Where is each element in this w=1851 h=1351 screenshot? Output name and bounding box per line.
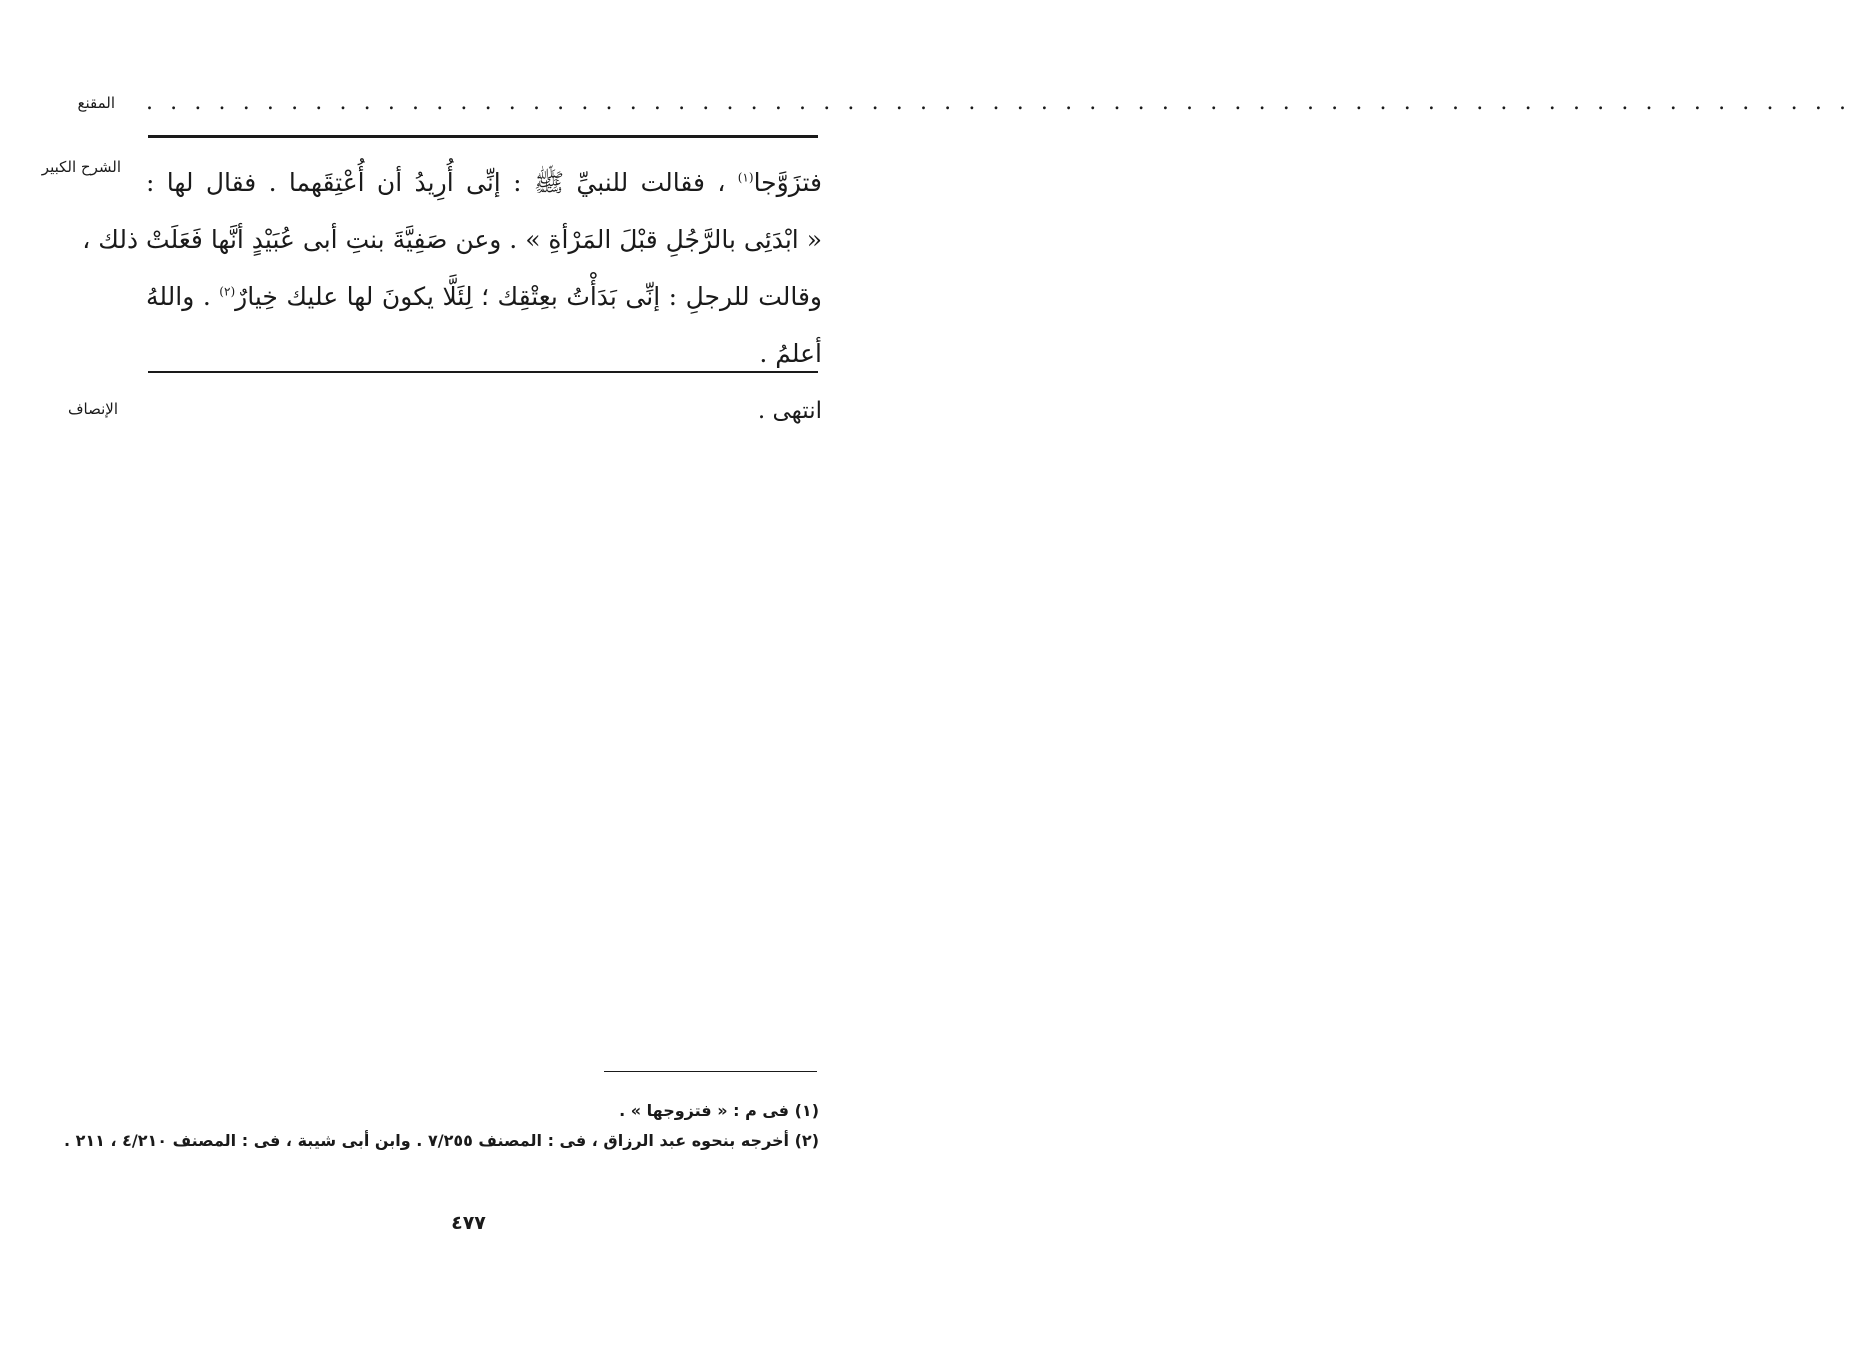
sharh-line-3 (146, 268, 822, 325)
footnote-1: (١) فى م : « فتزوجها » . (619, 1101, 819, 1120)
section-divider-thick (148, 135, 818, 138)
sharh-line-1-part-a: فتزَوَّجا (753, 168, 822, 197)
sharh-line-2: « ابْدَئِى بالرَّجُلِ قبْلَ المَرْأةِ » . وعن صَفِيَّةَ بنتِ أبى عُبَيْدٍ أنَّها فَعَلَتْ ذلك ، (82, 225, 822, 254)
page-number: ٤٧٧ (451, 1212, 486, 1234)
section-label-insaf: الإنصاف (67, 400, 118, 418)
footnotes (64, 1096, 819, 1156)
sharh-line-1-part-b: ، فقالت للنبيِّ ﷺ : إنِّى أُرِيدُ أن أُعْتِقَهما . فقال لها : (146, 168, 738, 197)
insaf-body: انتهى . (757, 398, 822, 424)
sharh-line-3-part-b: . واللهُ (146, 282, 220, 311)
sharh-line-3-part-a: وقالت للرجلِ : إنِّى بَدَأْتُ بعِتْقِك ؛ لِئَلَّا يكونَ لها عليك خِيارٌ (235, 282, 822, 311)
section-label-muqni: المقنع (77, 94, 115, 112)
section-divider-thin (148, 371, 818, 373)
sharh-line-1 (146, 154, 822, 211)
sharh-line-4: أعلمُ . (759, 339, 822, 368)
sharh-body (82, 154, 822, 382)
footnote-marker-1: (١) (737, 170, 754, 185)
footnote-marker-2: (٢) (219, 284, 236, 299)
section-label-sharh: الشرح الكبير (41, 158, 121, 176)
muqni-placeholder-dots: . . . . . . . . . . . . . . . . . . . . . . . . . . . . . . . . . . . . . . . . . . . . . . . . . . . . . . . . . . . . . . . . . . . . . . . (146, 90, 1851, 115)
footnote-separator (604, 1071, 817, 1072)
footnote-2: (٢) أخرجه بنحوه عبد الرزاق ، فى : المصنف ٧/٢٥٥ . وابن أبى شيبة ، فى : المصنف ٤/٢١٠ ، ٢١١ . (63, 1131, 819, 1150)
